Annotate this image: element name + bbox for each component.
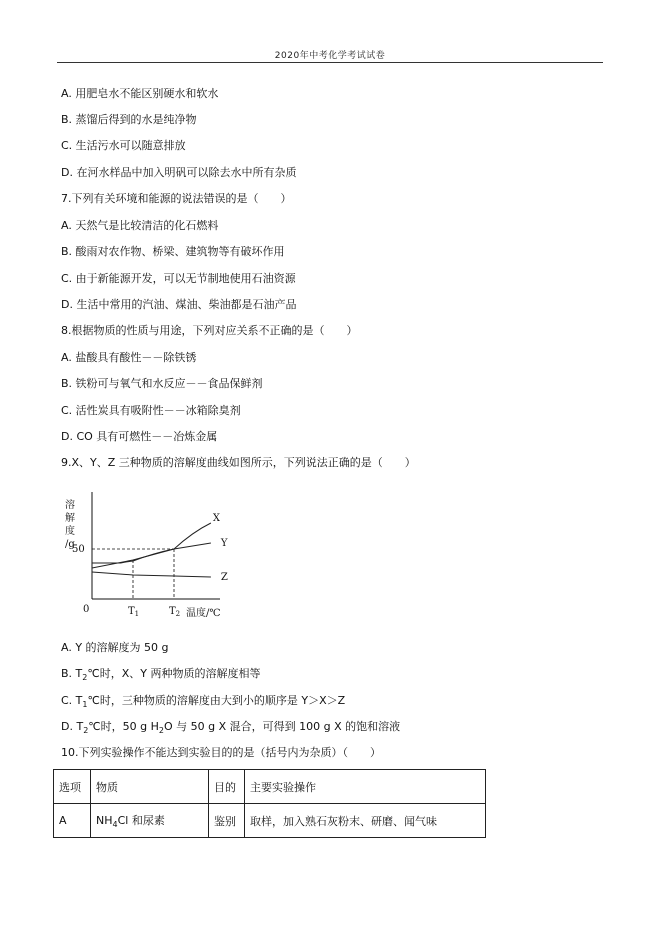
q9-option-d: D. $T_2℃$时，50 g $H_2O$ 与 50 g X 混合，可得到 100 g X 的饱和溶液 [61,720,401,736]
page-header-title: 2020年中考化学考试试卷 [274,51,386,61]
header-option: 选项 [54,770,91,804]
y-axis-label-part: /g [65,539,75,550]
q8-option-d: D. CO 具有可燃性－－冶炼金属 [61,430,218,443]
question-7: 7.下列有关环境和能源的说法错误的是（ ） [61,192,292,205]
y-tick-label-50: 50 [72,544,85,555]
series-x-curve [92,523,211,563]
q6-option-a: A. 用肥皂水不能区别硬水和软水 [61,87,219,100]
cell-substance: $NH_4Cl$ 和尿素 [91,804,209,838]
question-9: 9.X、Y、Z 三种物质的溶解度曲线如图所示，下列说法正确的是（ ） [61,456,416,469]
table-header-row [54,770,486,804]
q6-option-d: D. 在河水样品中加入明矾可以除去水中所有杂质 [61,166,297,179]
question-10: 10.下列实验操作不能达到实验目的的是（括号内为杂质）（ ） [61,746,381,759]
y-axis-label-part: 溶 [65,500,75,511]
header-operation: 主要实验操作 [245,770,486,804]
solubility-chart [58,488,238,618]
series-x-label: X [212,513,221,524]
q9-option-c: C. $T_1℃$时，三种物质的溶解度由大到小的顺序是 Y＞X＞Z [61,694,346,710]
header-purpose: 目的 [209,770,245,804]
series-z-curve [92,572,211,577]
q7-option-a: A. 天然气是比较清洁的化石燃料 [61,219,219,232]
chart-curves [92,523,211,577]
q8-option-c: C. 活性炭具有吸附性－－冰箱除臭剂 [61,404,241,417]
q9-option-b: B. $T_2℃$时，X、Y 两种物质的溶解度相等 [61,667,261,683]
header-divider [57,62,603,63]
series-z-label: Z [220,572,228,583]
series-y-curve [92,543,211,568]
q9-option-a: A. Y 的溶解度为 50 g [61,641,169,654]
series-y-label: Y [220,538,228,549]
q8-option-a: A. 盐酸具有酸性－－除铁锈 [61,351,197,364]
y-axis-label-part: 度 [65,526,75,537]
x-axis-label: 温度/℃ [186,608,221,618]
x-tick-label-t1: $T_1$ [128,606,140,618]
q6-option-c: C. 生活污水可以随意排放 [61,139,186,152]
header-substance: 物质 [91,770,209,804]
cell-operation: 取样，加入熟石灰粉末、研磨、闻气味 [245,804,486,838]
table-row [54,804,486,838]
x-tick-label-t2: $T_2$ [169,606,181,618]
cell-option: A [54,804,91,838]
experiment-table [53,769,486,838]
cell-purpose: 鉴别 [209,804,245,838]
chart-axes [92,492,220,599]
y-axis-label-part: 解 [65,513,75,524]
q8-option-b: B. 铁粉可与氧气和水反应－－食品保鲜剂 [61,377,263,390]
q6-option-b: B. 蒸馏后得到的水是纯净物 [61,113,197,126]
q7-option-b: B. 酸雨对农作物、桥梁、建筑物等有破坏作用 [61,245,285,258]
q7-option-c: C. 由于新能源开发，可以无节制地使用石油资源 [61,272,296,285]
q7-option-d: D. 生活中常用的汽油、煤油、柴油都是石油产品 [61,298,297,311]
question-8: 8.根据物质的性质与用途，下列对应关系不正确的是（ ） [61,324,358,337]
origin-label: 0 [83,604,90,615]
chart-labels [65,498,228,618]
